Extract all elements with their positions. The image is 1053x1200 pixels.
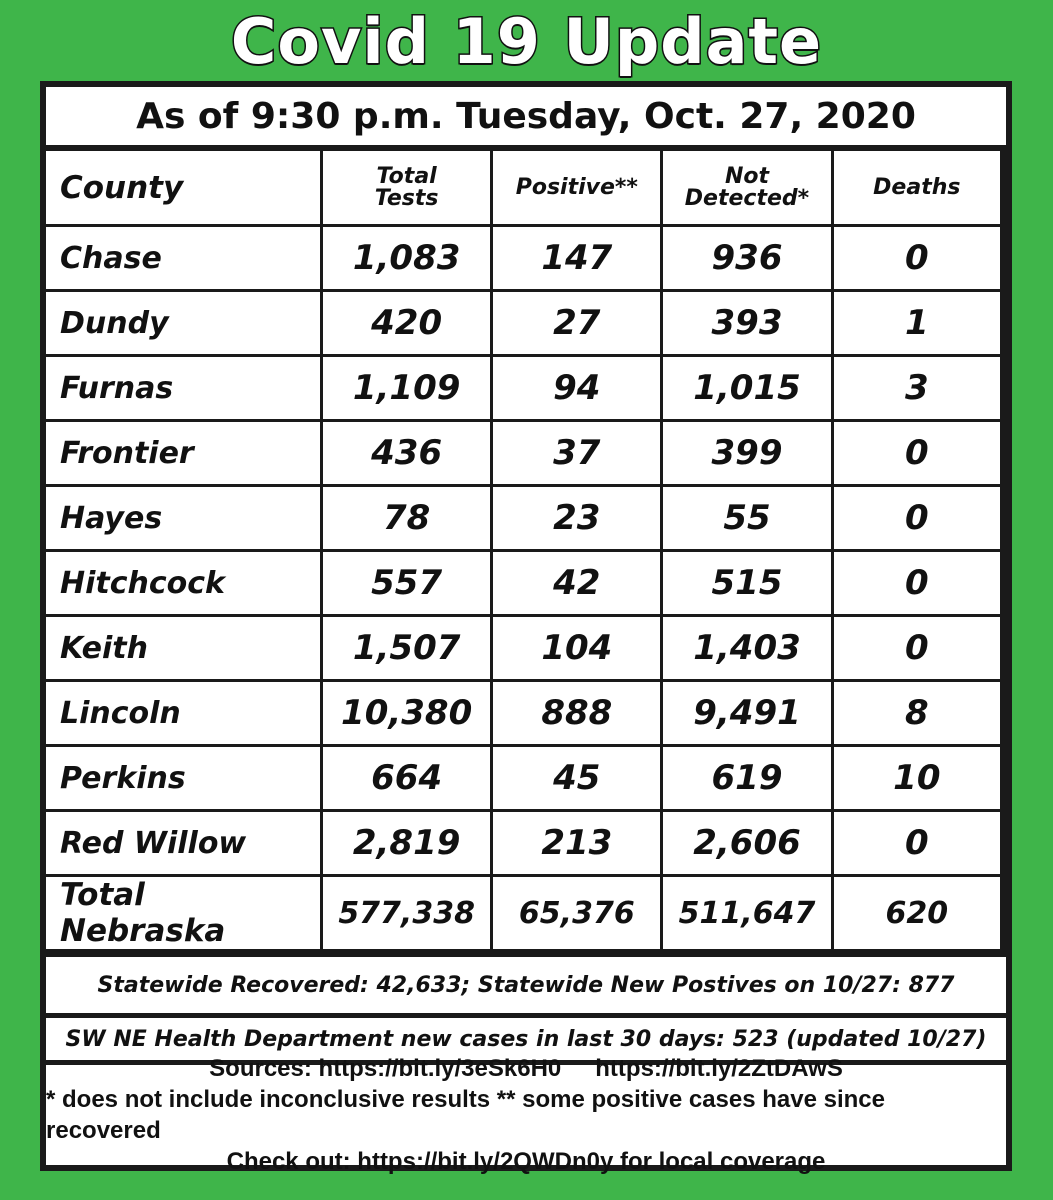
covid-table [43,148,1003,952]
deaths-cell: 3 [834,357,1000,419]
not-detected-cell: 619 [663,747,830,809]
not-detected-cell: 1,015 [663,357,830,419]
positive-cell: 94 [493,357,660,419]
county-cell: Hitchcock [46,552,320,614]
positive-total: 65,376 [493,877,660,949]
positive-cell: 27 [493,292,660,354]
positive-cell: 45 [493,747,660,809]
total-row [46,877,1000,949]
county-cell: Hayes [46,487,320,549]
statewide-note: Statewide Recovered: 42,633; Statewide New Postives on 10/27: 877 [46,957,1006,1013]
total-tests-cell: 1,109 [323,357,490,419]
positive-cell: 42 [493,552,660,614]
table-row [46,682,1000,744]
deaths-cell: 1 [834,292,1000,354]
not-detected-total: 511,647 [663,877,830,949]
header-county: County [46,151,320,224]
table-row [46,357,1000,419]
county-cell: Lincoln [46,682,320,744]
not-detected-cell: 1,403 [663,617,830,679]
table-row [46,552,1000,614]
deaths-cell: 10 [834,747,1000,809]
not-detected-cell: 936 [663,227,830,289]
not-detected-cell: 9,491 [663,682,830,744]
county-cell: Keith [46,617,320,679]
county-cell: Dundy [46,292,320,354]
header-not-detected [663,151,830,224]
positive-cell: 104 [493,617,660,679]
deaths-cell: 0 [834,422,1000,484]
total-tests-cell: 436 [323,422,490,484]
table-row [46,747,1000,809]
county-cell: Red Willow [46,812,320,874]
not-detected-cell: 55 [663,487,830,549]
positive-cell: 37 [493,422,660,484]
not-detected-cell: 515 [663,552,830,614]
positive-cell: 23 [493,487,660,549]
not-detected-cell: 2,606 [663,812,830,874]
coverage-link[interactable]: Check out: https://bit.ly/2QWDn0y for local coverage [226,1148,826,1175]
county-cell: Furnas [46,357,320,419]
footnote: * does not include inconclusive results ** some positive cases have since recovered [46,1086,885,1144]
as-of-date: As of 9:30 p.m. Tuesday, Oct. 27, 2020 [46,87,1006,145]
header-deaths: Deaths [834,151,1000,224]
county-cell: Frontier [46,422,320,484]
not-detected-cell: 393 [663,292,830,354]
sources-line [209,1053,843,1084]
table-row [46,812,1000,874]
total-tests-cell: 664 [323,747,490,809]
table-row [46,487,1000,549]
total-label: Total Nebraska [46,877,320,949]
total-tests-cell: 1,083 [323,227,490,289]
source-link-2[interactable]: https://bit.ly/2ZtDAwS [595,1055,843,1082]
table-row [46,422,1000,484]
deaths-cell: 0 [834,487,1000,549]
deaths-total: 620 [834,877,1000,949]
deaths-cell: 8 [834,682,1000,744]
deaths-cell: 0 [834,552,1000,614]
positive-cell: 147 [493,227,660,289]
table-row [46,292,1000,354]
table-row [46,617,1000,679]
headline: Covid 19 Update [230,5,823,78]
header-total-tests [323,151,490,224]
sources-box [46,1055,1006,1175]
county-cell: Perkins [46,747,320,809]
total-tests-total: 577,338 [323,877,490,949]
not-detected-cell: 399 [663,422,830,484]
deaths-cell: 0 [834,812,1000,874]
header-positive: Positive** [493,151,660,224]
source-link-1[interactable]: Sources: https://bit.ly/3eSk6H0 [209,1055,562,1082]
header-not-detected-label: Not Detected* [684,163,810,211]
deaths-cell: 0 [834,617,1000,679]
health-department-note: SW NE Health Department new cases in last 30 days: 523 (updated 10/27) [46,1018,1006,1060]
total-tests-cell: 420 [323,292,490,354]
county-cell: Chase [46,227,320,289]
total-tests-cell: 557 [323,552,490,614]
total-tests-cell: 78 [323,487,490,549]
header-total-tests-label: Total Tests [374,163,439,211]
total-tests-cell: 1,507 [323,617,490,679]
positive-cell: 888 [493,682,660,744]
total-tests-cell: 10,380 [323,682,490,744]
total-tests-cell: 2,819 [323,812,490,874]
positive-cell: 213 [493,812,660,874]
deaths-cell: 0 [834,227,1000,289]
table-row [46,227,1000,289]
header-row [46,151,1000,224]
